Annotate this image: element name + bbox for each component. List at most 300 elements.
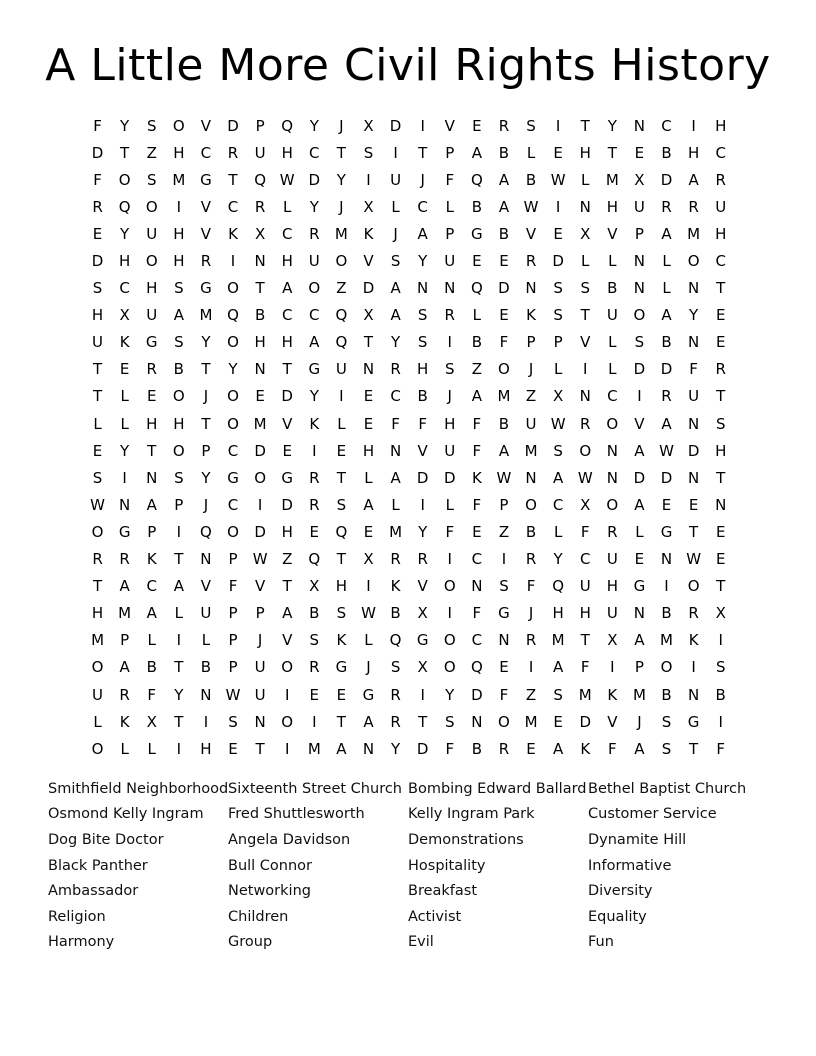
grid-cell[interactable]: E [634,550,645,569]
grid-cell[interactable]: T [580,116,590,135]
grid-cell[interactable]: H [119,252,131,271]
grid-cell[interactable]: H [146,279,158,298]
grid-cell[interactable]: B [417,387,428,406]
grid-cell[interactable]: P [228,631,238,650]
grid-cell[interactable]: Z [525,387,537,406]
grid-cell[interactable]: I [447,604,452,623]
grid-cell[interactable]: E [282,441,292,460]
grid-cell[interactable]: A [661,224,672,243]
grid-cell[interactable]: O [172,441,185,460]
grid-cell[interactable]: Q [470,279,483,298]
grid-cell[interactable]: M [172,170,186,189]
grid-cell[interactable]: B [715,685,726,704]
grid-cell[interactable]: A [390,279,401,298]
grid-cell[interactable]: N [362,360,375,379]
grid-cell[interactable]: X [634,170,645,189]
grid-cell[interactable]: H [444,414,456,433]
grid-cell[interactable]: L [174,604,183,623]
grid-cell[interactable]: M [118,604,132,623]
grid-cell[interactable]: E [146,387,157,406]
grid-cell[interactable]: O [443,658,456,677]
grid-cell[interactable]: Q [470,170,483,189]
grid-cell[interactable]: L [608,333,617,352]
grid-cell[interactable]: T [147,441,157,460]
grid-cell[interactable]: S [417,333,428,352]
grid-cell[interactable]: X [363,197,374,216]
grid-cell[interactable]: L [445,197,454,216]
grid-cell[interactable]: F [526,577,536,596]
grid-cell[interactable]: V [607,712,618,731]
grid-cell[interactable]: T [228,170,238,189]
grid-cell[interactable]: H [146,414,158,433]
grid-cell[interactable]: D [362,279,375,298]
grid-cell[interactable]: P [228,604,238,623]
grid-cell[interactable]: A [661,306,672,325]
grid-cell[interactable]: U [525,414,537,433]
grid-cell[interactable]: J [203,387,209,406]
grid-cell[interactable]: L [93,712,102,731]
grid-cell[interactable]: F [716,739,726,758]
grid-cell[interactable]: L [635,522,644,541]
grid-cell[interactable]: D [281,387,293,406]
grid-cell[interactable]: W [686,550,702,569]
grid-cell[interactable]: M [253,414,267,433]
grid-cell[interactable]: I [420,685,425,704]
grid-cell[interactable]: M [334,224,348,243]
grid-cell[interactable]: P [553,333,563,352]
grid-cell[interactable]: X [417,604,428,623]
grid-cell[interactable]: S [174,333,184,352]
grid-cell[interactable]: N [579,387,591,406]
grid-cell[interactable]: S [661,712,672,731]
grid-cell[interactable]: W [225,685,241,704]
grid-cell[interactable]: A [119,658,130,677]
grid-cell[interactable]: D [660,170,673,189]
grid-cell[interactable]: F [445,739,455,758]
grid-cell[interactable]: D [498,279,510,298]
grid-cell[interactable]: L [147,631,156,650]
grid-cell[interactable]: I [528,658,534,677]
grid-cell[interactable]: T [255,279,265,298]
grid-cell[interactable]: X [254,224,266,243]
grid-cell[interactable]: R [498,116,510,135]
grid-cell[interactable]: S [92,279,103,298]
grid-cell[interactable]: C [227,495,239,514]
grid-cell[interactable]: R [119,685,130,704]
grid-cell[interactable]: E [472,522,482,541]
grid-cell[interactable]: L [201,631,211,650]
grid-cell[interactable]: U [254,143,266,162]
grid-cell[interactable]: Y [120,224,130,243]
grid-cell[interactable]: R [309,495,320,514]
grid-cell[interactable]: L [120,739,129,758]
grid-cell[interactable]: F [93,170,102,189]
grid-cell[interactable]: D [91,252,104,271]
grid-cell[interactable]: V [417,577,428,596]
grid-cell[interactable]: I [691,116,696,135]
grid-cell[interactable]: S [661,739,672,758]
grid-cell[interactable]: R [146,360,157,379]
grid-cell[interactable]: E [309,685,320,704]
grid-cell[interactable]: F [472,414,482,433]
grid-cell[interactable]: B [254,306,266,325]
grid-cell[interactable]: H [715,441,727,460]
grid-cell[interactable]: C [227,441,239,460]
grid-cell[interactable]: R [254,197,266,216]
grid-cell[interactable]: T [92,577,103,596]
grid-cell[interactable]: S [146,116,157,135]
grid-cell[interactable]: M [578,685,592,704]
grid-cell[interactable]: M [497,387,511,406]
grid-cell[interactable]: N [471,712,483,731]
grid-cell[interactable]: N [606,441,618,460]
grid-cell[interactable]: W [90,495,105,514]
grid-cell[interactable]: O [281,658,294,677]
grid-cell[interactable]: D [633,468,646,487]
grid-cell[interactable]: D [471,685,483,704]
grid-cell[interactable]: L [526,143,536,162]
grid-cell[interactable]: L [364,631,373,650]
grid-cell[interactable]: F [608,739,617,758]
grid-cell[interactable]: N [254,360,266,379]
grid-cell[interactable]: H [281,333,293,352]
grid-cell[interactable]: T [92,387,103,406]
grid-cell[interactable]: I [284,685,290,704]
grid-cell[interactable]: O [660,658,673,677]
grid-cell[interactable]: G [145,333,158,352]
grid-cell[interactable]: U [579,577,591,596]
grid-cell[interactable]: L [581,170,590,189]
grid-cell[interactable]: O [227,387,239,406]
grid-cell[interactable]: Y [228,360,238,379]
grid-cell[interactable]: C [417,197,428,216]
grid-cell[interactable]: E [715,333,726,352]
grid-cell[interactable]: C [119,279,130,298]
grid-cell[interactable]: S [174,279,184,298]
grid-cell[interactable]: I [420,495,425,514]
grid-cell[interactable]: M [660,631,673,650]
grid-cell[interactable]: S [363,143,374,162]
grid-cell[interactable]: I [664,577,669,596]
grid-cell[interactable]: F [418,414,427,433]
grid-cell[interactable]: A [688,170,699,189]
grid-cell[interactable]: G [498,604,510,623]
grid-cell[interactable]: R [200,252,212,271]
grid-cell[interactable]: K [336,631,347,650]
grid-cell[interactable]: M [632,685,646,704]
grid-cell[interactable]: T [120,143,130,162]
grid-cell[interactable]: H [254,333,266,352]
grid-cell[interactable]: A [661,414,672,433]
grid-cell[interactable]: E [309,522,320,541]
grid-cell[interactable]: Z [471,360,482,379]
grid-cell[interactable]: R [498,739,510,758]
grid-cell[interactable]: L [283,197,292,216]
grid-cell[interactable]: C [227,197,239,216]
grid-cell[interactable]: L [472,306,482,325]
grid-cell[interactable]: N [119,495,131,514]
grid-cell[interactable]: K [363,224,374,243]
grid-cell[interactable]: A [498,170,510,189]
grid-cell[interactable]: C [579,550,591,569]
grid-cell[interactable]: K [607,685,618,704]
grid-cell[interactable]: W [252,550,268,569]
grid-cell[interactable]: X [363,306,374,325]
grid-cell[interactable]: G [687,712,700,731]
grid-cell[interactable]: A [282,279,293,298]
grid-cell[interactable]: S [634,333,645,352]
grid-cell[interactable]: P [201,441,211,460]
grid-cell[interactable]: I [339,387,344,406]
grid-cell[interactable]: Q [254,170,267,189]
grid-cell[interactable]: W [577,468,593,487]
grid-cell[interactable]: A [119,577,130,596]
grid-cell[interactable]: T [336,468,346,487]
grid-cell[interactable]: I [447,333,452,352]
grid-cell[interactable]: G [118,522,131,541]
grid-cell[interactable]: P [255,116,265,135]
grid-cell[interactable]: U [92,685,104,704]
grid-cell[interactable]: I [691,658,696,677]
grid-cell[interactable]: R [525,550,537,569]
grid-cell[interactable]: S [553,441,563,460]
grid-cell[interactable]: H [579,604,591,623]
grid-cell[interactable]: V [200,197,212,216]
grid-cell[interactable]: T [716,577,726,596]
grid-cell[interactable]: N [687,333,700,352]
grid-cell[interactable]: C [200,143,212,162]
grid-cell[interactable]: N [687,279,700,298]
grid-cell[interactable]: X [580,495,591,514]
grid-cell[interactable]: L [662,279,671,298]
grid-cell[interactable]: T [336,143,346,162]
grid-cell[interactable]: I [366,577,371,596]
grid-cell[interactable]: T [607,143,617,162]
grid-cell[interactable]: W [496,468,512,487]
grid-cell[interactable]: L [391,495,400,514]
grid-cell[interactable]: T [716,468,726,487]
grid-cell[interactable]: P [445,224,455,243]
grid-cell[interactable]: S [146,170,157,189]
grid-cell[interactable]: U [390,170,402,189]
grid-cell[interactable]: A [498,441,510,460]
grid-cell[interactable]: E [255,387,265,406]
grid-cell[interactable]: V [444,116,455,135]
grid-cell[interactable]: U [633,197,645,216]
grid-cell[interactable]: O [633,306,646,325]
grid-cell[interactable]: S [553,306,563,325]
grid-cell[interactable]: U [146,224,158,243]
grid-cell[interactable]: J [420,170,425,189]
grid-cell[interactable]: W [550,170,566,189]
grid-cell[interactable]: U [254,658,266,677]
grid-cell[interactable]: I [447,550,452,569]
grid-cell[interactable]: V [200,224,212,243]
grid-cell[interactable]: I [501,550,507,569]
grid-cell[interactable]: H [687,143,700,162]
grid-cell[interactable]: T [418,143,428,162]
grid-cell[interactable]: D [254,441,266,460]
grid-cell[interactable]: Q [118,197,131,216]
grid-cell[interactable]: H [173,414,185,433]
grid-cell[interactable]: B [471,333,482,352]
grid-cell[interactable]: C [471,631,483,650]
grid-cell[interactable]: D [660,468,673,487]
grid-cell[interactable]: N [715,495,727,514]
grid-cell[interactable]: B [661,333,672,352]
grid-cell[interactable]: K [228,224,238,243]
grid-cell[interactable]: U [444,441,456,460]
grid-cell[interactable]: A [553,739,564,758]
grid-cell[interactable]: P [174,495,184,514]
grid-cell[interactable]: F [499,333,509,352]
grid-cell[interactable]: Q [335,522,348,541]
grid-cell[interactable]: Z [336,279,347,298]
grid-cell[interactable]: R [715,360,726,379]
grid-cell[interactable]: R [227,143,239,162]
grid-cell[interactable]: B [498,224,510,243]
grid-cell[interactable]: J [366,658,371,677]
grid-cell[interactable]: I [366,170,371,189]
grid-cell[interactable]: O [172,116,185,135]
grid-cell[interactable]: M [524,712,538,731]
grid-cell[interactable]: O [443,577,456,596]
grid-cell[interactable]: R [444,306,455,325]
grid-cell[interactable]: D [552,252,564,271]
grid-cell[interactable]: I [176,522,182,541]
grid-cell[interactable]: J [339,197,344,216]
grid-cell[interactable]: Q [308,550,321,569]
grid-cell[interactable]: T [92,360,103,379]
grid-cell[interactable]: S [526,116,536,135]
grid-cell[interactable]: X [363,116,374,135]
grid-cell[interactable]: S [309,631,320,650]
grid-cell[interactable]: D [416,739,429,758]
grid-cell[interactable]: H [552,604,564,623]
grid-cell[interactable]: J [393,224,398,243]
grid-cell[interactable]: B [309,604,320,623]
grid-cell[interactable]: B [471,739,482,758]
grid-cell[interactable]: L [391,197,400,216]
grid-cell[interactable]: A [471,387,482,406]
grid-cell[interactable]: S [553,685,563,704]
grid-cell[interactable]: U [254,685,266,704]
grid-cell[interactable]: V [580,333,591,352]
grid-cell[interactable]: S [390,252,401,271]
grid-cell[interactable]: X [417,658,428,677]
grid-cell[interactable]: J [447,387,452,406]
grid-cell[interactable]: R [607,522,618,541]
grid-cell[interactable]: G [200,170,212,189]
grid-cell[interactable]: F [580,522,590,541]
grid-cell[interactable]: O [145,197,158,216]
grid-cell[interactable]: V [254,577,266,596]
grid-cell[interactable]: C [471,550,483,569]
grid-cell[interactable]: F [391,414,400,433]
grid-cell[interactable]: S [336,495,347,514]
grid-cell[interactable]: O [606,495,619,514]
grid-cell[interactable]: M [389,522,403,541]
grid-cell[interactable]: T [255,739,265,758]
grid-cell[interactable]: E [363,387,374,406]
grid-cell[interactable]: W [361,604,376,623]
grid-cell[interactable]: B [525,170,537,189]
grid-cell[interactable]: P [634,658,644,677]
grid-cell[interactable]: G [633,577,646,596]
grid-cell[interactable]: I [420,116,425,135]
grid-cell[interactable]: M [91,631,105,650]
grid-cell[interactable]: E [499,252,509,271]
grid-cell[interactable]: K [688,631,699,650]
grid-cell[interactable]: W [550,414,566,433]
grid-cell[interactable]: L [662,252,671,271]
grid-cell[interactable]: I [176,631,182,650]
grid-cell[interactable]: Q [335,306,348,325]
grid-cell[interactable]: O [525,495,537,514]
grid-cell[interactable]: U [606,550,618,569]
grid-cell[interactable]: Z [525,685,537,704]
grid-cell[interactable]: T [716,279,726,298]
grid-cell[interactable]: V [417,441,428,460]
grid-cell[interactable]: A [146,604,157,623]
grid-cell[interactable]: A [363,712,374,731]
grid-cell[interactable]: Q [389,631,402,650]
grid-cell[interactable]: X [553,387,564,406]
grid-cell[interactable]: X [119,306,130,325]
grid-cell[interactable]: T [363,333,374,352]
grid-cell[interactable]: I [257,495,263,514]
grid-cell[interactable]: Y [445,685,455,704]
grid-cell[interactable]: E [499,306,509,325]
grid-cell[interactable]: X [363,550,374,569]
grid-cell[interactable]: C [715,143,726,162]
grid-cell[interactable]: A [309,333,320,352]
grid-cell[interactable]: S [390,658,401,677]
grid-cell[interactable]: B [498,143,510,162]
grid-cell[interactable]: T [336,712,346,731]
grid-cell[interactable]: B [146,658,157,677]
grid-cell[interactable]: Y [201,468,211,487]
grid-cell[interactable]: E [228,739,238,758]
grid-cell[interactable]: P [499,495,509,514]
grid-cell[interactable]: S [92,468,103,487]
grid-cell[interactable]: A [553,468,564,487]
grid-cell[interactable]: H [91,306,104,325]
grid-cell[interactable]: R [309,658,320,677]
grid-cell[interactable]: N [146,468,158,487]
grid-cell[interactable]: F [472,441,482,460]
grid-cell[interactable]: N [525,279,537,298]
grid-cell[interactable]: S [445,360,455,379]
grid-cell[interactable]: N [633,604,646,623]
grid-cell[interactable]: Q [552,577,565,596]
grid-cell[interactable]: I [555,197,561,216]
grid-cell[interactable]: V [363,252,374,271]
grid-cell[interactable]: D [687,441,700,460]
grid-cell[interactable]: F [689,360,698,379]
grid-cell[interactable]: S [445,712,455,731]
grid-cell[interactable]: V [607,224,618,243]
grid-cell[interactable]: K [119,712,130,731]
grid-cell[interactable]: E [92,224,103,243]
grid-cell[interactable]: O [145,252,158,271]
grid-cell[interactable]: V [282,631,293,650]
grid-cell[interactable]: R [525,631,537,650]
grid-cell[interactable]: E [336,685,347,704]
grid-cell[interactable]: L [581,252,590,271]
grid-cell[interactable]: E [715,550,726,569]
grid-cell[interactable]: M [307,739,321,758]
